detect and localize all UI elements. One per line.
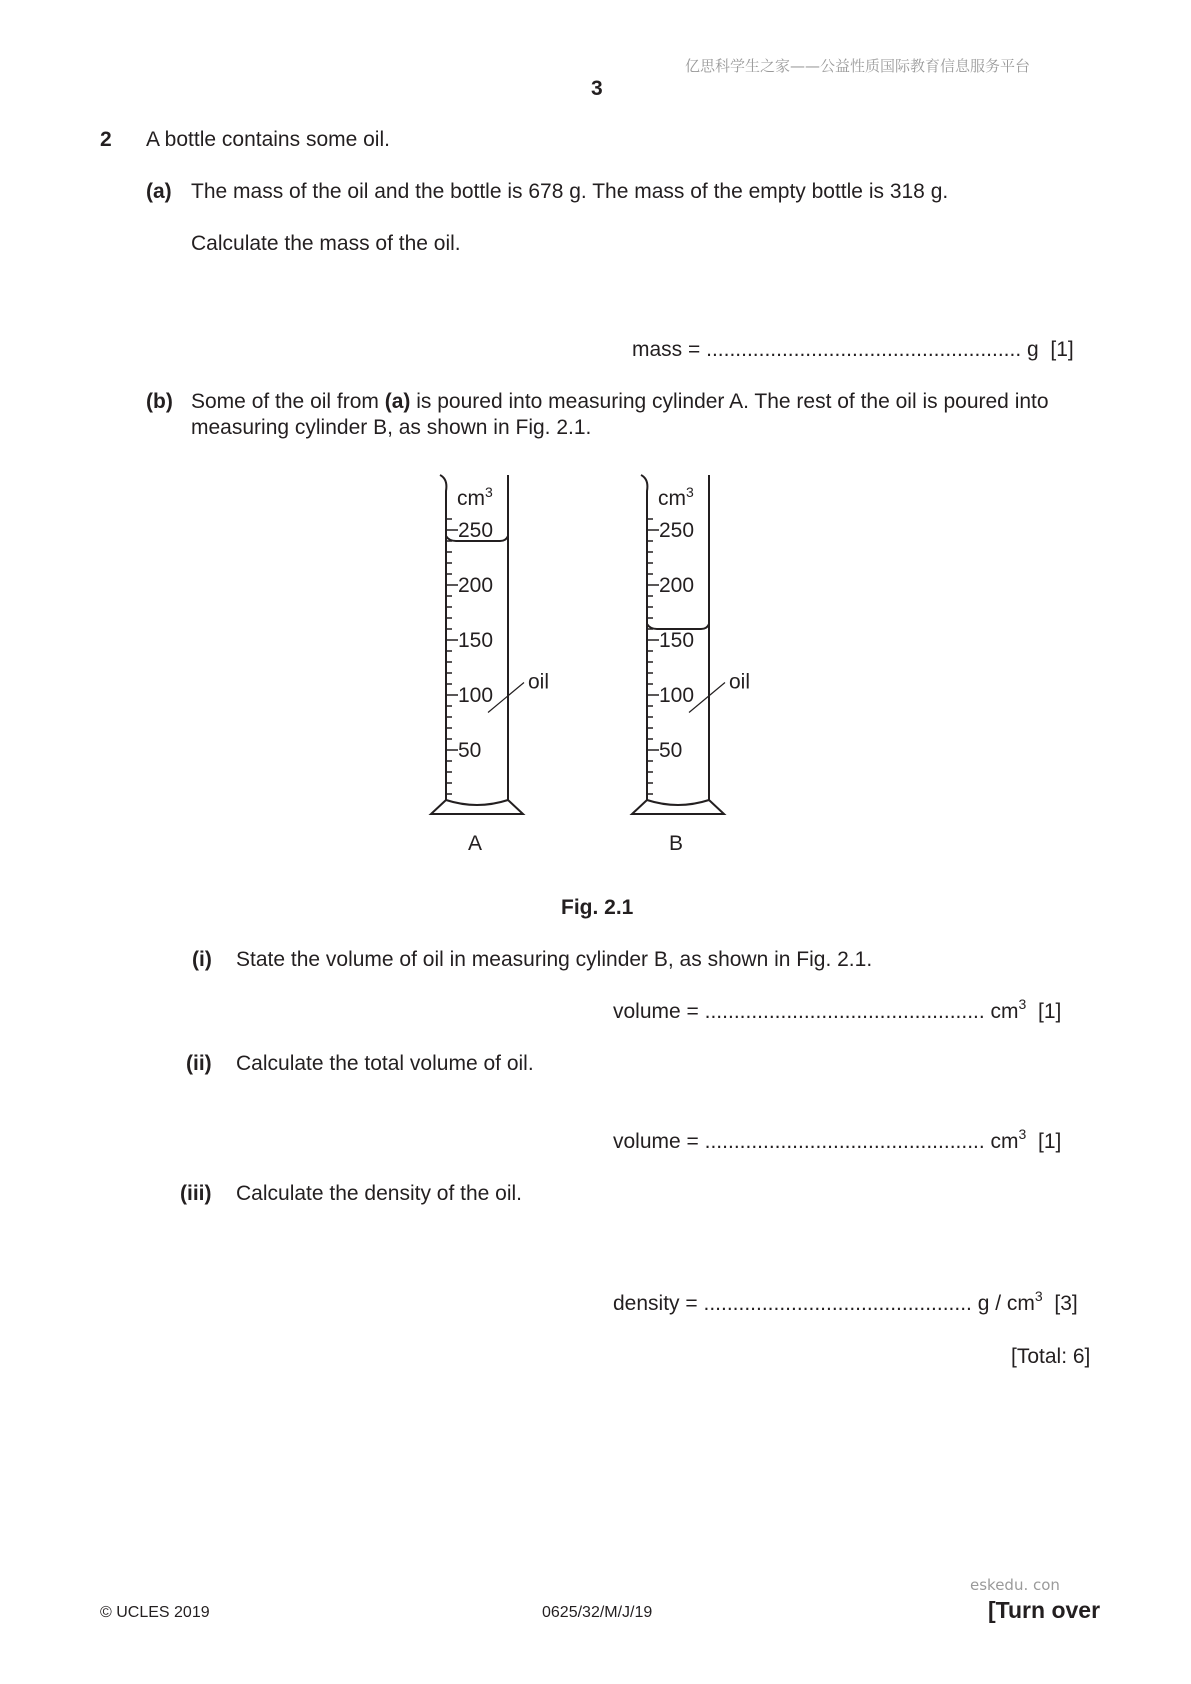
- sub-iii-text: Calculate the density of the oil.: [236, 1182, 523, 1205]
- cylinder-a: [431, 475, 549, 855]
- part-a-label: (a): [146, 180, 172, 203]
- scale-label: 200: [659, 574, 695, 597]
- part-a-text: The mass of the oil and the bottle is 678 g. The mass of the empty bottle is 318 g.: [191, 180, 949, 203]
- oil-label: oil: [729, 670, 751, 694]
- question-number: 2: [100, 128, 112, 151]
- answer-prefix: volume =: [613, 1130, 699, 1153]
- scale-label: 200: [458, 574, 494, 597]
- watermark-text: 亿思科学生之家——公益性质国际教育信息服务平台: [685, 57, 1031, 75]
- figure-caption: Fig. 2.1: [561, 896, 634, 919]
- answer-dots: ......................................................: [706, 338, 1022, 361]
- page-number: 3: [591, 77, 603, 100]
- turn-over: [Turn over: [988, 1597, 1101, 1623]
- cylinder-bottom: [647, 800, 709, 805]
- answer-dots: ................................................: [704, 1000, 985, 1023]
- scale-label: 100: [659, 684, 695, 707]
- paper-code: 0625/32/M/J/19: [542, 1604, 653, 1621]
- part-b-text-line2: measuring cylinder B, as shown in Fig. 2.1.: [191, 416, 592, 439]
- part-b-text: Some of the oil from (a) is poured into measuring cylinder A. The rest of the oil is poured into: [191, 390, 1049, 413]
- answer-dots: ................................................: [704, 1130, 985, 1153]
- cylinder-b: [632, 475, 750, 855]
- answer-prefix: mass =: [632, 338, 701, 361]
- copyright: © UCLES 2019: [100, 1604, 210, 1621]
- total-volume-answer-line[interactable]: [613, 1126, 1062, 1154]
- answer-prefix: volume =: [613, 1000, 699, 1023]
- answer-unit: $cm^3$: [990, 1126, 1027, 1153]
- scale-label: 150: [659, 629, 695, 652]
- scale-label: 250: [659, 519, 695, 542]
- cylinder-left-wall: [440, 475, 446, 800]
- oil-pointer: [689, 683, 725, 713]
- sub-iii-label: (iii): [180, 1182, 212, 1205]
- cylinder-label: A: [468, 832, 483, 855]
- marks: [1]: [1038, 1000, 1062, 1023]
- density-answer-line[interactable]: [613, 1288, 1078, 1316]
- oil-pointer: [488, 683, 524, 713]
- volume-b-answer-line[interactable]: [613, 996, 1062, 1024]
- sub-ii-text: Calculate the total volume of oil.: [236, 1052, 534, 1075]
- part-a-instruction: Calculate the mass of the oil.: [191, 232, 461, 255]
- total-marks: [Total: 6]: [1011, 1345, 1091, 1368]
- answer-unit: $cm^3$: [990, 996, 1027, 1023]
- unit-label: $cm^3$: [658, 484, 694, 510]
- scale-label: 150: [458, 629, 494, 652]
- answer-unit: g: [1027, 338, 1039, 361]
- cylinder-bottom: [446, 800, 508, 805]
- marks: [3]: [1054, 1292, 1078, 1315]
- cylinder-base: [632, 800, 724, 814]
- scale-label: 50: [458, 739, 482, 762]
- unit-label: $cm^3$: [457, 484, 493, 510]
- marks: [1]: [1038, 1130, 1062, 1153]
- scale-label: 50: [659, 739, 683, 762]
- oil-meniscus: [647, 624, 709, 629]
- answer-prefix: density =: [613, 1292, 698, 1315]
- marks: [1]: [1050, 338, 1074, 361]
- cylinder-label: B: [669, 832, 684, 855]
- answer-unit: g / $cm^3$: [977, 1288, 1043, 1315]
- sub-i-label: (i): [192, 948, 212, 971]
- scale-label: 100: [458, 684, 494, 707]
- answer-dots: ..............................................: [703, 1292, 972, 1315]
- oil-label: oil: [528, 670, 550, 694]
- sub-ii-label: (ii): [186, 1052, 212, 1075]
- site-watermark: eskedu. con: [970, 1576, 1060, 1594]
- question-stem: A bottle contains some oil.: [146, 128, 390, 151]
- cylinder-base: [431, 800, 523, 814]
- part-b-label: (b): [146, 390, 173, 413]
- sub-i-text: State the volume of oil in measuring cylinder B, as shown in Fig. 2.1.: [236, 948, 873, 971]
- scale-label: 250: [458, 519, 494, 542]
- cylinder-left-wall: [641, 475, 647, 800]
